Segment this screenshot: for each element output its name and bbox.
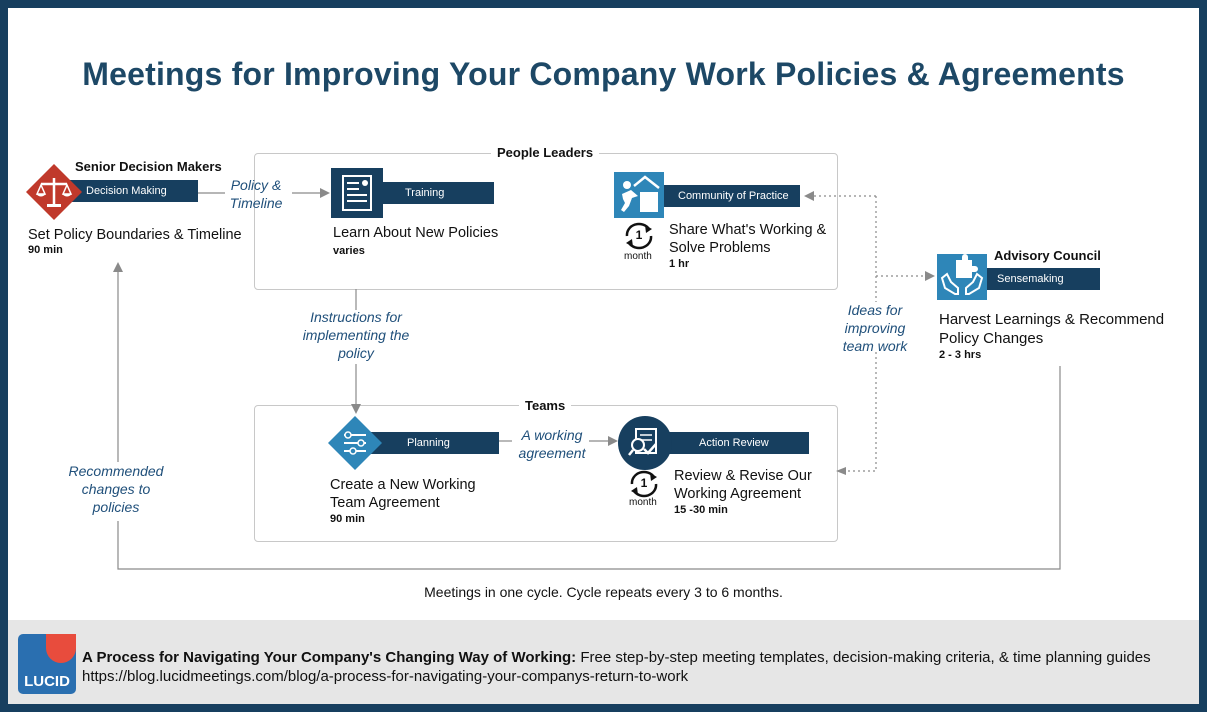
hands-puzzle-icon [937, 254, 987, 300]
set-policy-duration: 90 min [28, 244, 63, 256]
community-label: Community of Practice [678, 190, 789, 202]
community-frequency-label: month [624, 251, 652, 262]
footer-url[interactable]: https://blog.lucidmeetings.com/blog/a-process-for-navigating-your-companys-return-to-work [82, 668, 689, 685]
lucid-logo-text: LUCID [24, 673, 70, 690]
arrow-recommended-loop [118, 366, 1060, 569]
diagram-canvas [8, 8, 1199, 704]
planning-label: Planning [407, 437, 450, 449]
planning-bar [370, 432, 499, 454]
action-review-bar [660, 432, 809, 454]
training-bar [378, 182, 494, 204]
footer-headline-line [82, 649, 1151, 666]
learn-policies-duration: varies [333, 245, 365, 257]
create-agreement-title: Create a New Working Team Agreement [330, 477, 476, 511]
teams-label: Teams [519, 398, 571, 413]
flow-ideas: Ideas for improving team work [842, 302, 908, 354]
training-label: Training [405, 187, 445, 199]
review-agreement-title: Review & Revise Our Working Agreement [674, 468, 812, 502]
dotted-review-arrowhead [836, 467, 846, 475]
scales-icon [26, 164, 82, 220]
page-title: Meetings for Improving Your Company Work Policies & Agreements [82, 56, 1125, 92]
flow-instructions: Instructions for implementing the policy [302, 309, 410, 361]
community-frequency-number: 1 [635, 228, 643, 242]
sensemaking-bar [983, 268, 1100, 290]
learn-policies-title: Learn About New Policies [333, 225, 499, 241]
share-working-title: Share What's Working & Solve Problems [669, 222, 827, 256]
people-leaders-label: People Leaders [491, 145, 599, 160]
flow-agreement: A working agreement [518, 427, 586, 461]
role-advisory-council: Advisory Council [994, 248, 1101, 263]
community-bar [660, 185, 800, 207]
decision-making-bar [66, 180, 198, 202]
review-frequency-label: month [629, 497, 657, 508]
lucid-logo [18, 634, 76, 694]
flow-recommended: Recommended changes to policies [54, 462, 178, 516]
cycle-note: Meetings in one cycle. Cycle repeats every 3 to 6 months. [424, 584, 783, 600]
planning-icon [328, 416, 382, 470]
role-senior-decision-makers: Senior Decision Makers [75, 159, 222, 174]
footer-headline: A Process for Navigating Your Company's Changing Way of Working: [82, 649, 577, 666]
action-review-label: Action Review [699, 437, 769, 449]
community-icon [614, 172, 664, 218]
footer-description: Free step-by-step meeting templates, decision-making criteria, & time planning guides [576, 649, 1151, 666]
set-policy-title: Set Policy Boundaries & Timeline [28, 227, 242, 243]
harvest-title: Harvest Learnings & Recommend Policy Changes [939, 311, 1165, 347]
sensemaking-label: Sensemaking [997, 273, 1064, 285]
decision-making-label: Decision Making [86, 185, 167, 197]
review-agreement-duration: 15 -30 min [674, 504, 728, 516]
review-frequency-number: 1 [640, 476, 648, 490]
create-agreement-duration: 90 min [330, 513, 365, 525]
review-icon [618, 416, 672, 470]
share-working-duration: 1 hr [669, 258, 690, 270]
flow-policy-timeline: Policy & Timeline [229, 177, 283, 211]
harvest-duration: 2 - 3 hrs [939, 349, 982, 361]
document-icon [331, 168, 383, 218]
